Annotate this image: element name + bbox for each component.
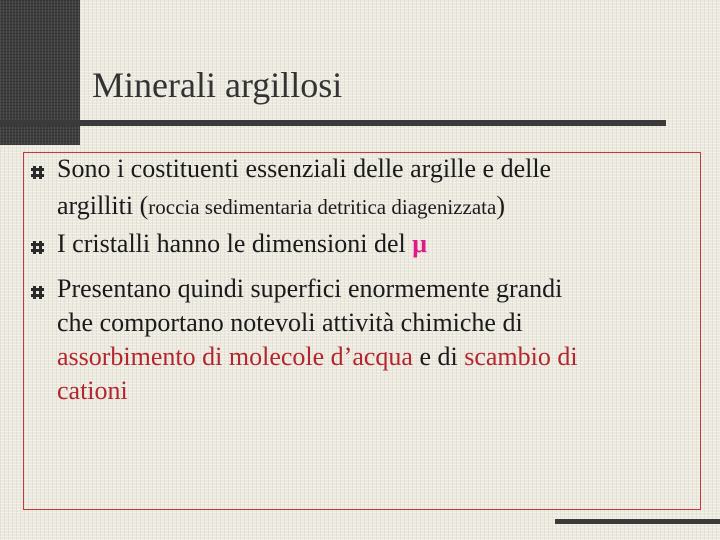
bullet-3-line-2 bbox=[57, 308, 523, 338]
bullet-1-text: Sono i costituenti essenziali delle argille e delle bbox=[57, 154, 552, 183]
bullet-3-text-b: che comportano notevoli attività chimiche di bbox=[57, 308, 523, 337]
hash-bullet-icon bbox=[31, 286, 44, 299]
highlight-cations: cationi bbox=[57, 376, 128, 405]
bullet-3-line-1 bbox=[57, 274, 562, 304]
bullet-1-line-1 bbox=[57, 154, 551, 184]
bullet-1-paren-close: ) bbox=[496, 191, 505, 220]
micron-symbol: μ bbox=[412, 229, 428, 258]
bullet-3-line-3 bbox=[57, 342, 578, 372]
highlight-cation-exchange: scambio di bbox=[464, 342, 578, 371]
bullet-1-line-2 bbox=[57, 191, 505, 221]
bullet-1-note: roccia sedimentaria detritica diagenizzata bbox=[148, 195, 497, 219]
bullet-3-line-4 bbox=[57, 376, 128, 406]
slide-title: Minerali argillosi bbox=[92, 65, 343, 105]
bullet-1-text-b: argilliti bbox=[57, 191, 140, 220]
bullet-2-text: I cristalli hanno le dimensioni del bbox=[57, 229, 413, 258]
footer-accent-bar bbox=[555, 519, 720, 524]
highlight-water-absorption: assorbimento di molecole d’acqua bbox=[57, 342, 413, 371]
bullet-3-text: Presentano quindi superfici enormemente grandi bbox=[57, 274, 563, 303]
title-underline-bar bbox=[0, 120, 666, 126]
hash-bullet-icon bbox=[31, 241, 44, 254]
bullet-2-line-1 bbox=[57, 229, 427, 259]
bullet-3-text-c: e di bbox=[412, 342, 465, 371]
hash-bullet-icon bbox=[31, 166, 44, 179]
bullet-1-paren-open: ( bbox=[139, 191, 149, 220]
